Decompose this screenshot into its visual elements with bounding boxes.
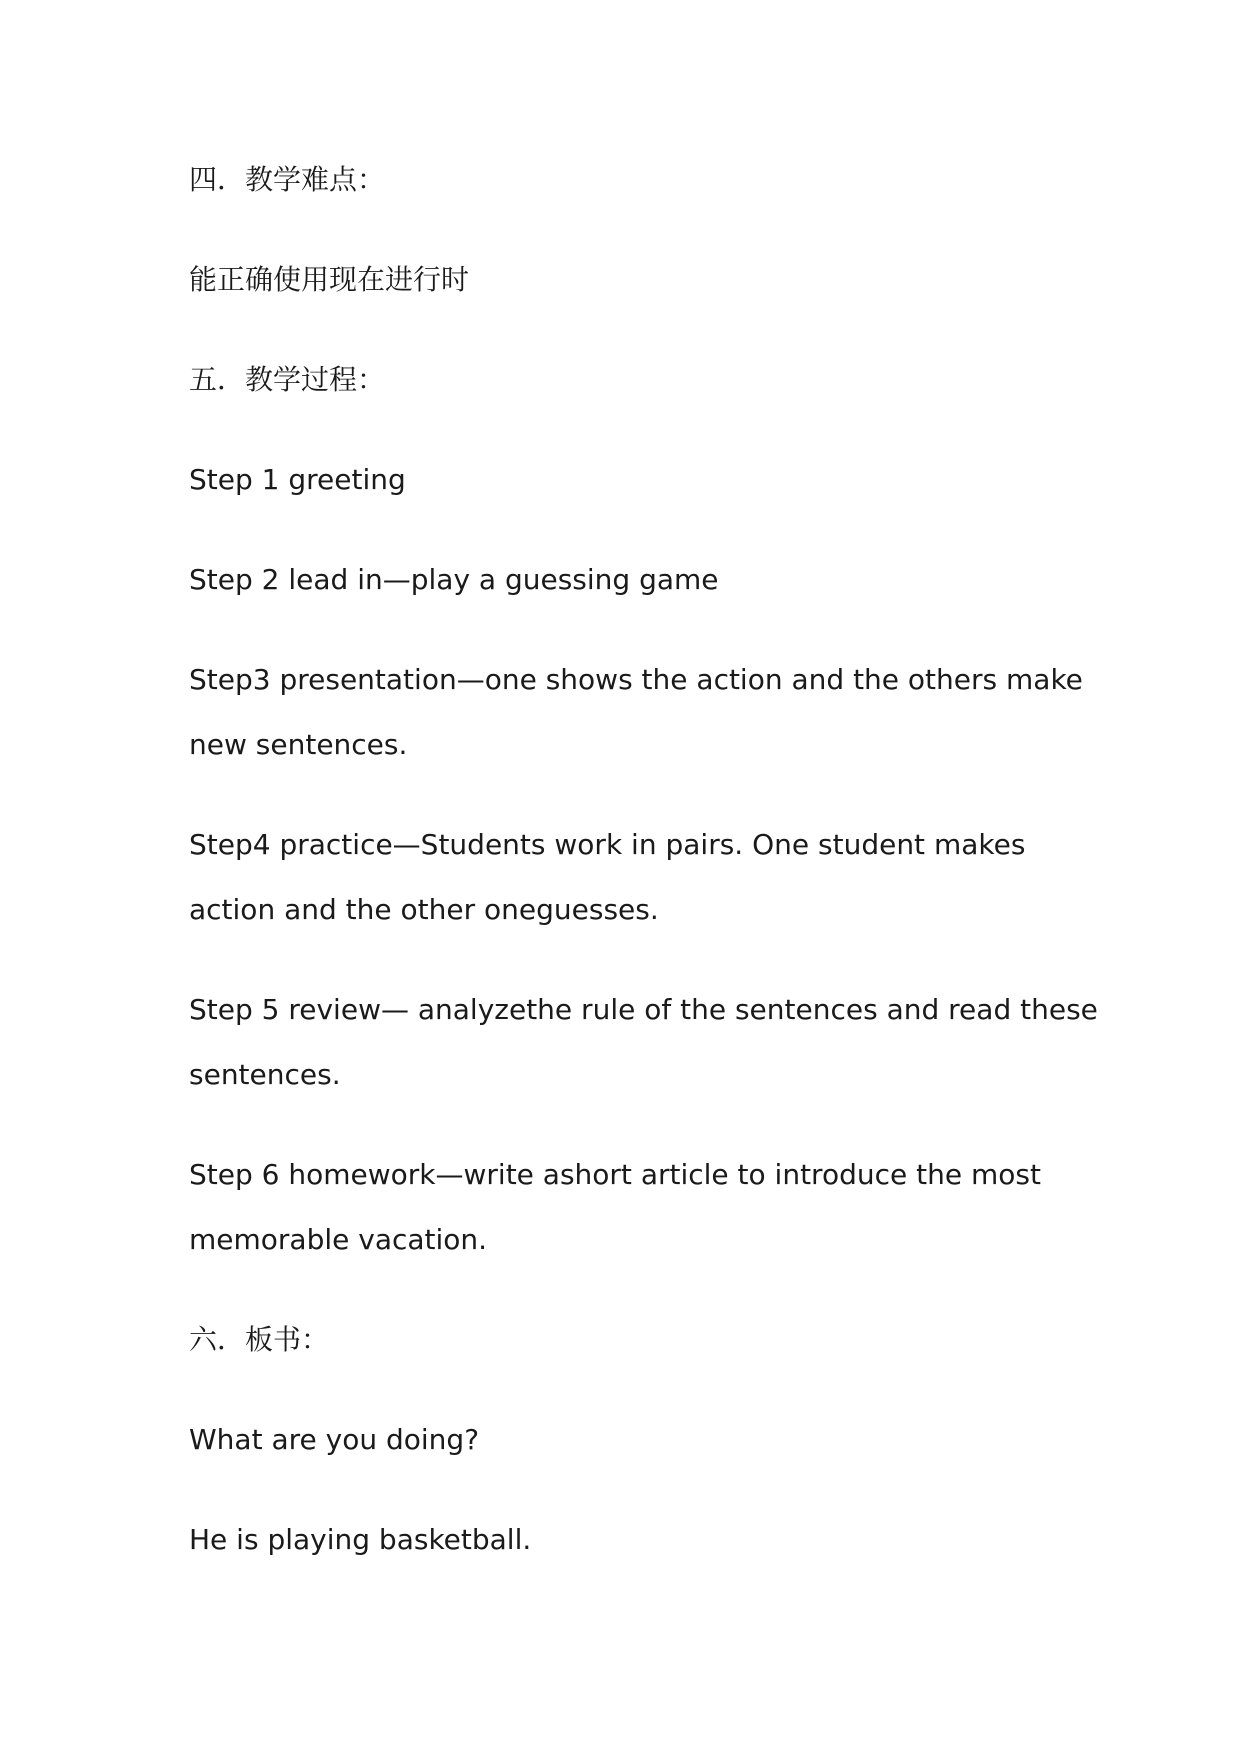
step-text-line-1: Step 5 review— analyzethe rule of the sentences and read these	[189, 993, 1098, 1026]
step-text-line-1: Step 6 homework—write ashort article to introduce the most	[189, 1158, 1041, 1191]
document-body	[189, 160, 1098, 1620]
step-text-line-2: action and the other oneguesses.	[189, 893, 659, 926]
step-text-line-1: Step4 practice—Students work in pairs. One student makes	[189, 828, 1026, 861]
step-text-line-2: new sentences.	[189, 728, 408, 761]
step-text: Step 2 lead in—play a guessing game	[189, 563, 719, 596]
section-heading-process	[189, 360, 1069, 400]
step-text-line-2: sentences.	[189, 1058, 341, 1091]
heading-text: 四．教学难点：	[189, 163, 386, 196]
board-text: He is playing basketball.	[189, 1523, 532, 1556]
board-line-1	[189, 1420, 1069, 1460]
heading-text: 六．板书：	[189, 1323, 330, 1356]
step-text-line-2: memorable vacation.	[189, 1223, 488, 1256]
step-1	[189, 460, 1069, 500]
step-text-line-1: Step3 presentation—one shows the action and the others make	[189, 663, 1083, 696]
section-heading-difficulties	[189, 160, 1069, 200]
step-6	[189, 1155, 1069, 1260]
board-line-2	[189, 1520, 1069, 1560]
paragraph-difficulty	[189, 260, 1069, 300]
step-3	[189, 660, 1083, 765]
section-heading-board	[189, 1320, 1069, 1360]
step-5	[189, 990, 1098, 1095]
board-text: What are you doing?	[189, 1423, 480, 1456]
step-text: Step 1 greeting	[189, 463, 406, 496]
step-4	[189, 825, 1069, 930]
step-2	[189, 560, 1069, 600]
heading-text: 五．教学过程：	[189, 363, 386, 396]
paragraph-text: 能正确使用现在进行时	[189, 263, 470, 296]
